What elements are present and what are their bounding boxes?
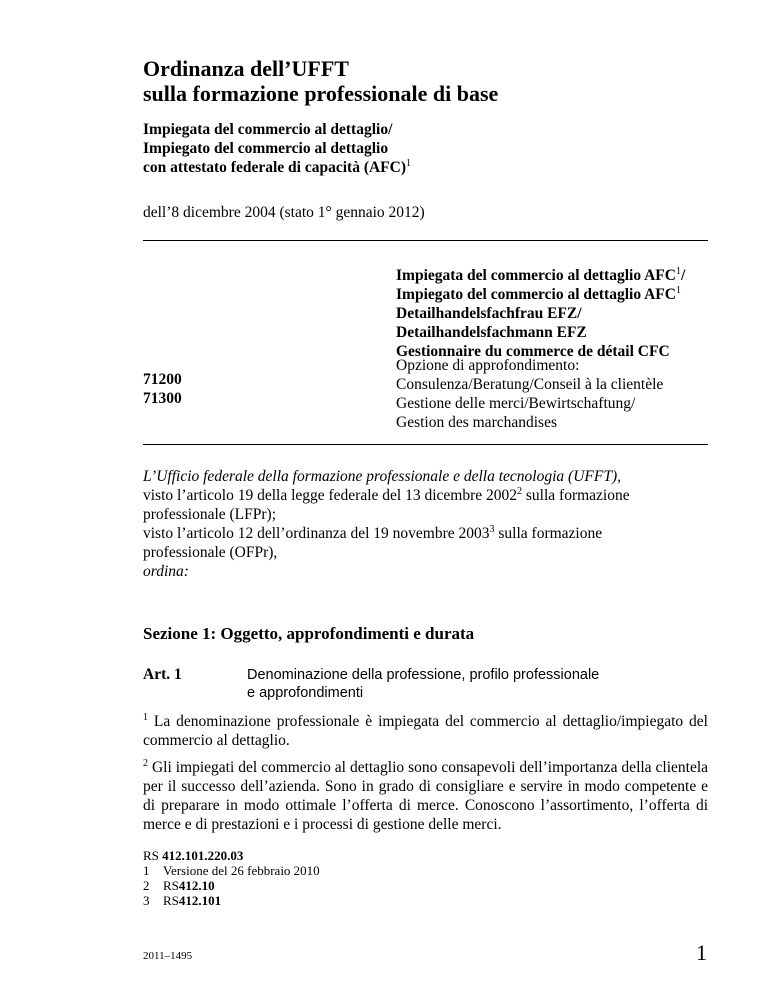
title-fr: Gestionnaire du commerce de détail CFC bbox=[396, 343, 670, 360]
preamble bbox=[143, 467, 708, 581]
footnote-text: Versione del 26 febbraio 2010 bbox=[163, 863, 320, 878]
specialization-options bbox=[396, 356, 663, 432]
footnote-text: RS bbox=[163, 878, 179, 893]
code-1: 71200 bbox=[143, 371, 182, 388]
footnotes bbox=[143, 848, 320, 908]
top-divider bbox=[143, 240, 708, 241]
legal-basis-2-cont: professionale (OFPr), bbox=[143, 544, 278, 561]
page-number: 1 bbox=[696, 940, 707, 965]
footnote-number: 2 bbox=[143, 878, 150, 893]
title-line-2: sulla formazione professionale di base bbox=[143, 81, 499, 106]
paragraph-1 bbox=[143, 712, 708, 750]
paragraph-number: 2 bbox=[143, 757, 148, 769]
option-line-1: Opzione di approfondimento: bbox=[396, 357, 580, 374]
profession-codes bbox=[143, 370, 182, 408]
footnote-1 bbox=[143, 863, 320, 878]
subtitle-line-2: Impiegato del commercio al dettaglio bbox=[143, 140, 389, 157]
footnote-ref-1[interactable]: 1 bbox=[406, 157, 411, 169]
legal-basis-1-text: visto l’articolo 19 della legge federale del 13 dicembre 2002 bbox=[143, 487, 518, 504]
article-number: Art. 1 bbox=[143, 666, 182, 683]
title-female-it-text: Impiegata del commercio al dettaglio AFC bbox=[396, 267, 676, 284]
footnote-3 bbox=[143, 893, 320, 908]
footnote-ref-1[interactable]: 1 bbox=[675, 265, 681, 277]
subtitle-line-1: Impiegata del commercio al dettaglio/ bbox=[143, 121, 393, 138]
legal-basis-1-tail: sulla formazione bbox=[522, 487, 630, 504]
subtitle-line-3 bbox=[143, 158, 411, 177]
issuing-authority: L’Ufficio federale della formazione professionale e della tecnologia (UFFT), bbox=[143, 468, 621, 485]
title-male-it-text: Impiegato del commercio al dettaglio AFC bbox=[396, 286, 676, 303]
subtitle-line-3-text: con attestato federale di capacità (AFC) bbox=[143, 159, 406, 176]
document-subtitle bbox=[143, 120, 411, 177]
option-line-3: Gestione delle merci/Bewirtschaftung/ bbox=[396, 395, 636, 412]
ordains: ordina: bbox=[143, 563, 189, 580]
article-title bbox=[247, 666, 599, 702]
footnote-number: 1 bbox=[143, 863, 150, 878]
document-code: 2011–1495 bbox=[143, 950, 193, 962]
legal-basis-1 bbox=[143, 486, 708, 505]
title-female-it bbox=[396, 266, 685, 285]
document-date: dell’8 dicembre 2004 (stato 1° gennaio 2012) bbox=[143, 204, 425, 221]
footnote-number: 3 bbox=[143, 893, 150, 908]
rs-number: 412.101.220.03 bbox=[162, 848, 244, 863]
option-line-2: Consulenza/Beratung/Conseil à la clientèle bbox=[396, 376, 664, 393]
document-title bbox=[143, 56, 498, 106]
code-2: 71300 bbox=[143, 390, 182, 407]
option-line-4: Gestion des marchandises bbox=[396, 414, 557, 431]
title-slash: / bbox=[680, 267, 686, 284]
title-line-1: Ordinanza dell’UFFT bbox=[143, 56, 349, 81]
rs-prefix: RS bbox=[143, 848, 163, 863]
paragraph-text: Gli impiegati del commercio al dettaglio sono consapevoli dell’importanza della clientela per il successo dell’azienda. Sono in grado di consigliare e servire in modo competente e di preparare in modo ottimale l’offerta di merce. Conoscono l’assortimento, l’offerta di merce e di prestazioni e i processi di gestione delle merci. bbox=[143, 759, 709, 833]
section-heading: Sezione 1: Oggetto, approfondimenti e durata bbox=[143, 624, 475, 643]
title-female-de: Detailhandelsfachfrau EFZ/ bbox=[396, 305, 582, 322]
article-title-line-2: e approfondimenti bbox=[247, 685, 364, 701]
footnote-rs-number: 412.10 bbox=[178, 878, 215, 893]
profession-titles bbox=[396, 266, 685, 361]
footnote-2 bbox=[143, 878, 320, 893]
footnote-rs-number: 412.101 bbox=[178, 893, 222, 908]
footnote-ref-3[interactable]: 3 bbox=[489, 523, 495, 535]
paragraph-text: La denominazione professionale è impiegata del commercio al dettaglio/impiegato del commercio al dettaglio. bbox=[143, 713, 708, 749]
legal-basis-2 bbox=[143, 524, 708, 543]
paragraph-number: 1 bbox=[143, 711, 148, 723]
title-male-de: Detailhandelsfachmann EFZ bbox=[396, 324, 587, 341]
footnote-ref-2[interactable]: 2 bbox=[517, 485, 523, 497]
paragraph-2 bbox=[143, 758, 708, 834]
bottom-divider bbox=[143, 444, 708, 445]
footnote-ref-1[interactable]: 1 bbox=[675, 284, 681, 296]
rs-reference bbox=[143, 848, 320, 863]
legal-basis-2-text: visto l’articolo 12 dell’ordinanza del 19 novembre 2003 bbox=[143, 525, 490, 542]
footnote-text: RS bbox=[163, 893, 179, 908]
legal-basis-2-tail: sulla formazione bbox=[494, 525, 603, 542]
legal-basis-1-cont: professionale (LFPr); bbox=[143, 506, 277, 523]
title-male-it bbox=[396, 285, 685, 304]
article-title-line-1: Denominazione della professione, profilo professionale bbox=[247, 667, 600, 683]
